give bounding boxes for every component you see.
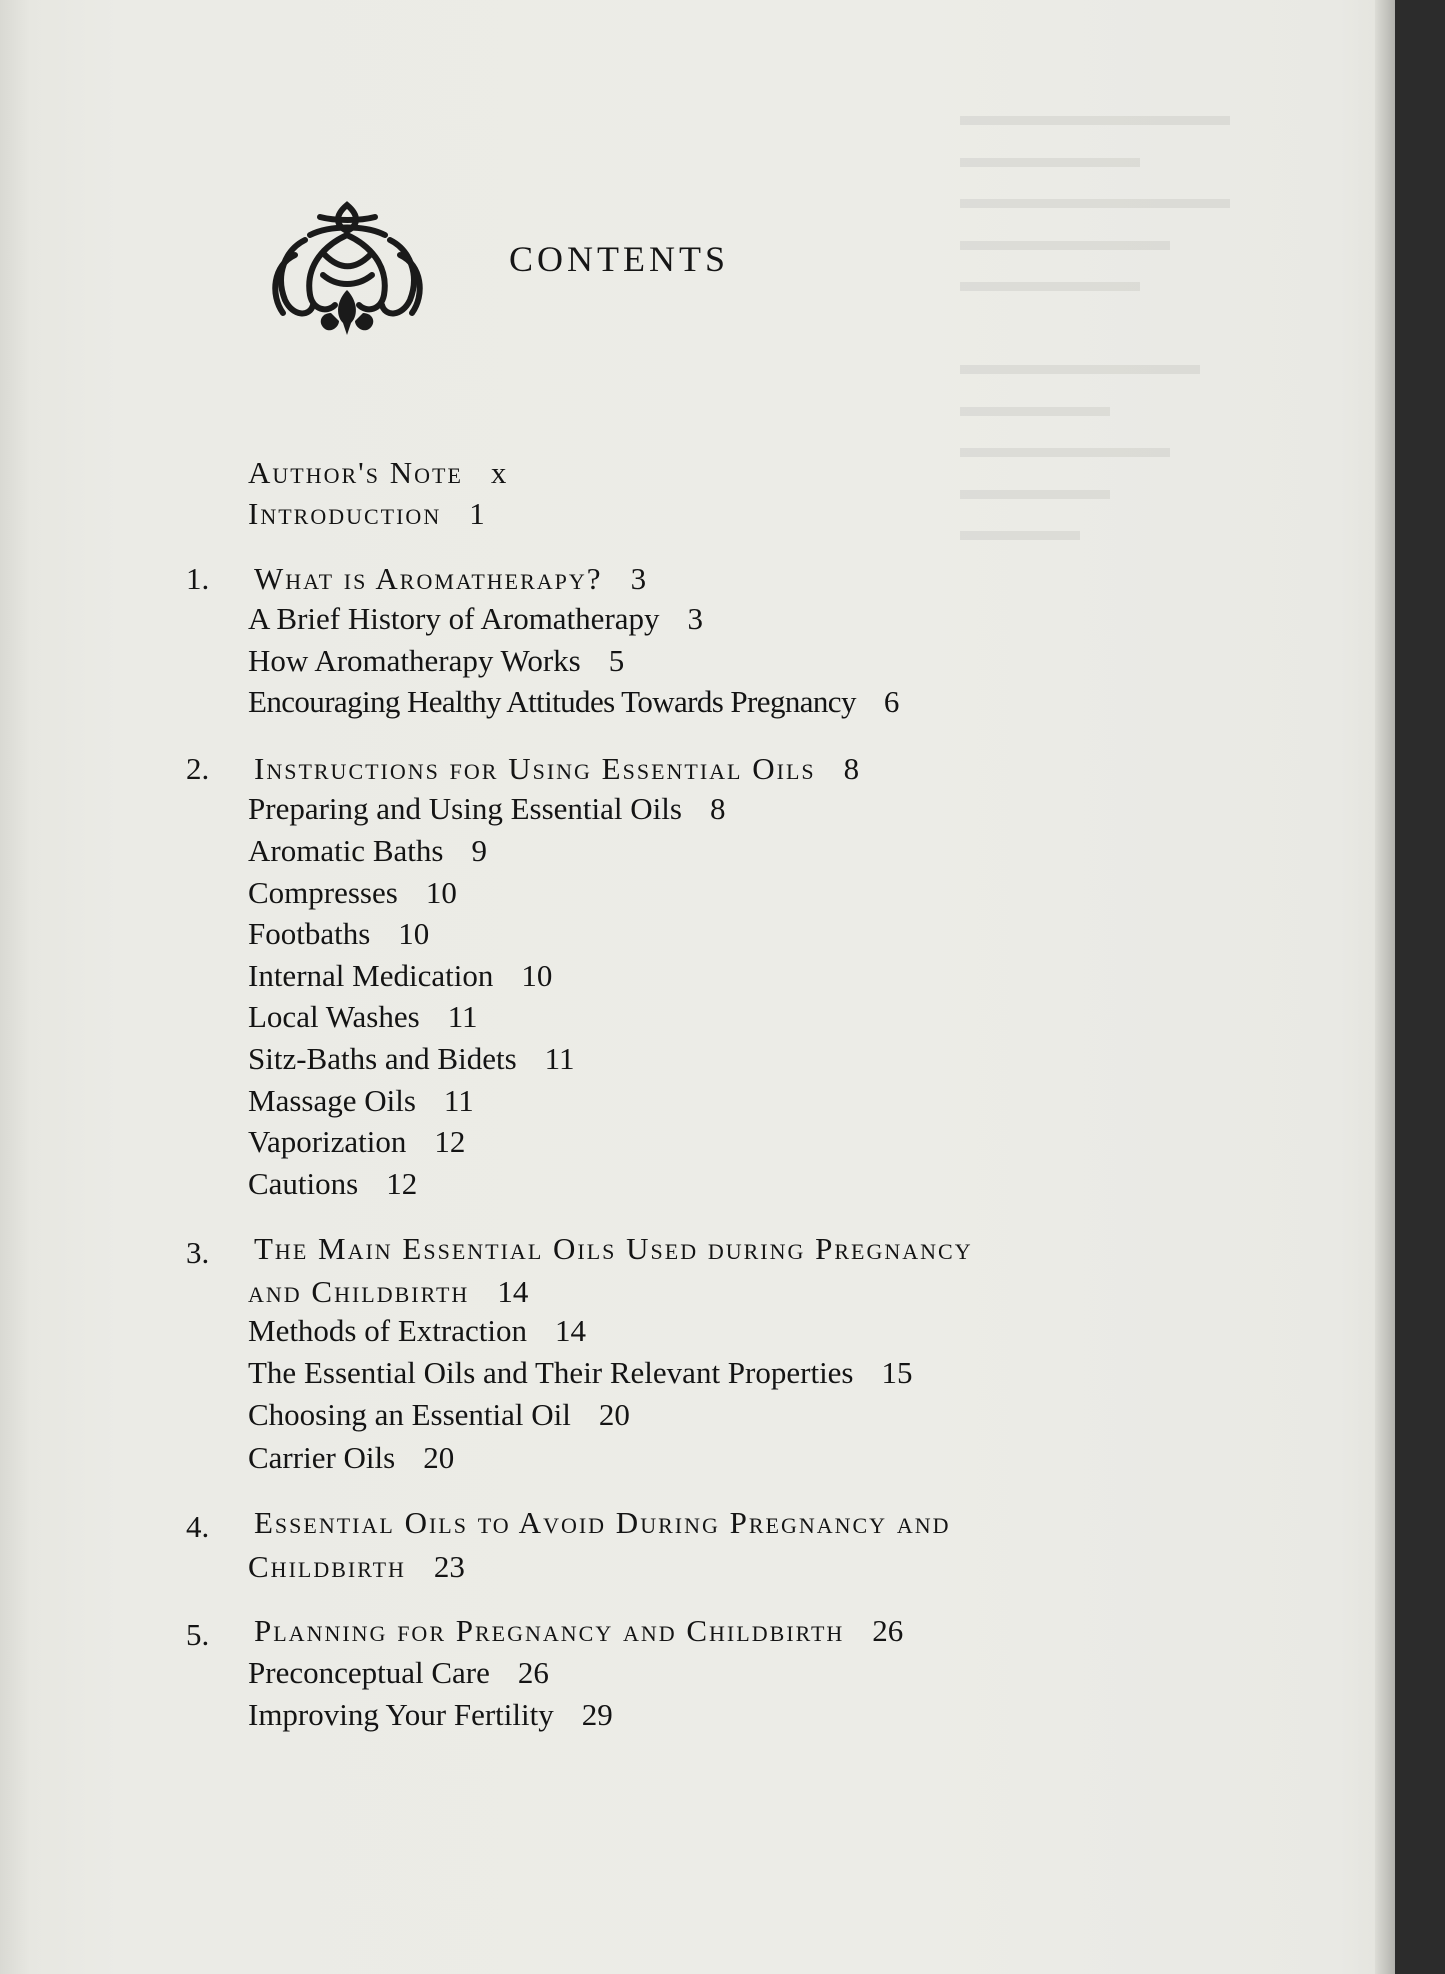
chapter-heading-line2 — [248, 1274, 528, 1310]
section-title: Encouraging Healthy Attitudes Towards Pregnancy — [248, 684, 856, 719]
section-page: 20 — [598, 1397, 630, 1432]
section-page: 26 — [517, 1655, 549, 1690]
section-page: 10 — [398, 916, 430, 951]
section-page: 3 — [687, 601, 704, 636]
section-page: 8 — [709, 791, 726, 826]
chapter-number: 4. — [186, 1509, 210, 1544]
section-page: 6 — [883, 684, 899, 719]
toc-section — [248, 791, 725, 827]
toc-section — [248, 875, 457, 911]
toc-section — [248, 1697, 613, 1733]
toc-section — [248, 1041, 575, 1077]
chapter-heading — [254, 751, 859, 787]
chapter-number: 1. — [186, 561, 210, 596]
section-page: 12 — [386, 1166, 418, 1201]
chapter-page: 26 — [872, 1613, 904, 1648]
section-page: 29 — [581, 1697, 613, 1732]
chapter-heading — [254, 1613, 903, 1649]
chapter-number: 3. — [186, 1235, 210, 1270]
section-page: 10 — [521, 958, 553, 993]
section-page: 14 — [554, 1313, 586, 1348]
section-title: Improving Your Fertility — [248, 1697, 554, 1732]
chapter-heading — [254, 561, 646, 597]
section-title: Footbaths — [248, 916, 371, 951]
chapter-page: 8 — [843, 751, 860, 786]
chapter-title-continued: and Childbirth — [248, 1274, 470, 1309]
section-page: 15 — [881, 1355, 913, 1390]
entry-page: x — [490, 455, 507, 490]
chapter-page: 3 — [630, 561, 647, 596]
section-page: 9 — [471, 833, 487, 868]
chapter-title: Planning for Pregnancy and Childbirth — [254, 1613, 845, 1648]
section-title: Massage Oils — [248, 1083, 416, 1118]
entry-title: Introduction — [248, 496, 442, 531]
toc-section — [248, 1355, 913, 1391]
toc-section — [248, 999, 478, 1035]
section-title: Choosing an Essential Oil — [248, 1397, 571, 1432]
section-title: A Brief History of Aromatherapy — [248, 601, 660, 636]
chapter-page: 14 — [497, 1274, 529, 1309]
chapter-page: 23 — [433, 1549, 465, 1584]
toc-section — [248, 601, 703, 637]
section-title: Aromatic Baths — [248, 833, 444, 868]
toc-section — [248, 643, 624, 679]
toc-section — [248, 1655, 549, 1691]
toc-section — [248, 1166, 417, 1202]
toc-section — [248, 1440, 454, 1476]
section-title: The Essential Oils and Their Relevant Properties — [248, 1355, 854, 1390]
entry-page: 1 — [469, 496, 485, 531]
section-title: Preconceptual Care — [248, 1655, 490, 1690]
toc-entry-introduction — [248, 496, 485, 532]
section-page: 11 — [544, 1041, 575, 1076]
chapter-heading-line2 — [248, 1549, 465, 1585]
entry-title: Author's Note — [248, 455, 463, 490]
toc-section — [248, 1083, 474, 1119]
chapter-title: Instructions for Using Essential Oils — [254, 751, 816, 786]
toc-section — [248, 1124, 465, 1160]
section-page: 12 — [434, 1124, 466, 1159]
toc-section — [248, 1397, 630, 1433]
section-title: Vaporization — [248, 1124, 407, 1159]
chapter-title: Essential Oils to Avoid During Pregnancy and — [254, 1505, 951, 1540]
chapter-title-continued: Childbirth — [248, 1549, 406, 1584]
section-page: 20 — [423, 1440, 455, 1475]
page-title: CONTENTS — [509, 239, 729, 279]
chapter-number: 5. — [186, 1617, 210, 1652]
section-page: 11 — [447, 999, 478, 1034]
toc-section — [248, 684, 899, 720]
section-title: Cautions — [248, 1166, 359, 1201]
section-title: Carrier Oils — [248, 1440, 396, 1475]
section-title: Methods of Extraction — [248, 1313, 527, 1348]
chapter-heading-line1 — [254, 1505, 950, 1541]
chapter-heading-line1 — [254, 1231, 973, 1267]
section-title: Compresses — [248, 875, 398, 910]
chapter-title: The Main Essential Oils Used during Pregnancy — [254, 1231, 973, 1266]
section-title: Sitz-Baths and Bidets — [248, 1041, 517, 1076]
section-title: How Aromatherapy Works — [248, 643, 581, 678]
chapter-title: What is Aromatherapy? — [254, 561, 603, 596]
toc-section — [248, 958, 552, 994]
section-title: Local Washes — [248, 999, 420, 1034]
toc-section — [248, 916, 429, 952]
toc-section — [248, 1313, 586, 1349]
show-through-text: ▬▬▬▬▬▬▬▬▬ ▬▬▬▬▬▬ ▬▬▬▬▬▬▬▬▬ ▬▬▬▬▬▬▬ ▬▬▬▬▬▬ ▬▬▬▬▬▬▬▬ ▬▬▬▬▬ ▬▬▬▬▬▬▬ ▬▬▬▬▬ ▬▬▬▬ — [960, 99, 1230, 547]
section-page: 10 — [425, 875, 457, 910]
toc-entry-authors-note — [248, 455, 506, 491]
section-page: 5 — [608, 643, 625, 678]
section-title: Internal Medication — [248, 958, 494, 993]
section-title: Preparing and Using Essential Oils — [248, 791, 682, 826]
section-page: 11 — [443, 1083, 474, 1118]
toc-section — [248, 833, 487, 869]
chapter-number: 2. — [186, 751, 210, 786]
